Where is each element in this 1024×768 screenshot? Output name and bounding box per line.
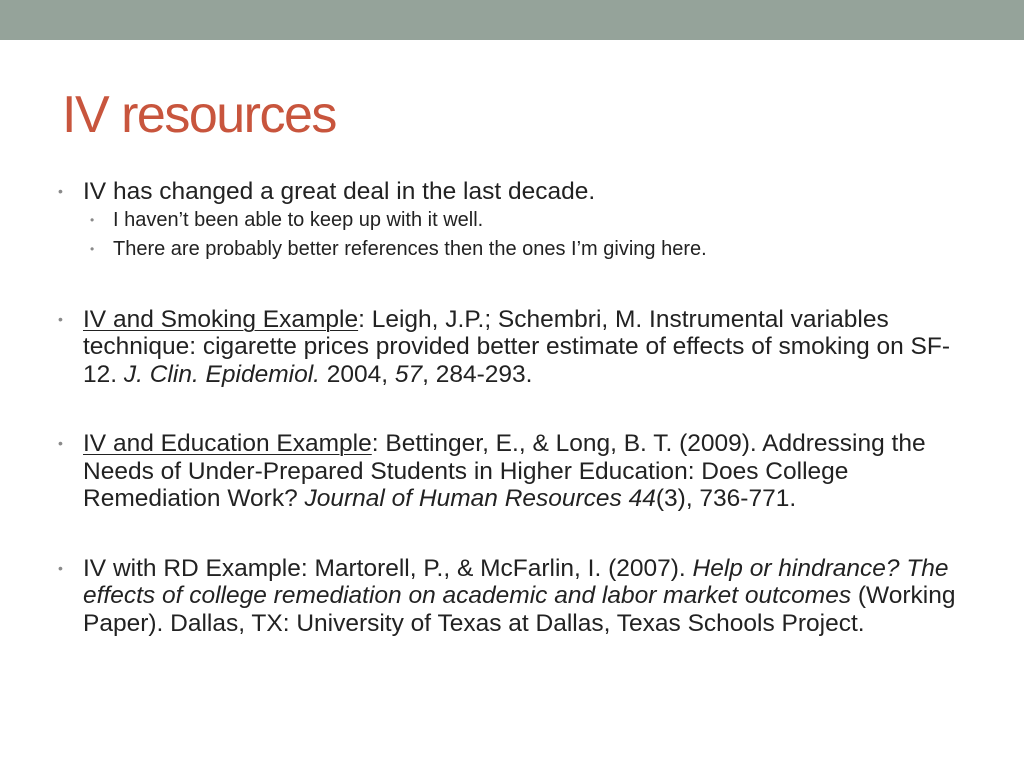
bullet-dot-icon: •	[58, 435, 63, 451]
sub-bullet-text: There are probably better references then the ones I’m giving here.	[113, 237, 707, 260]
bullet-item-rd-example	[58, 555, 978, 638]
bullet-item-smoking-example	[58, 306, 978, 389]
paper-title: Help or hindrance? The effects of college remediation on academic and labor market outcomes	[83, 554, 949, 609]
sub-bullet-item	[58, 206, 978, 235]
smoking-example-link[interactable]: IV and Smoking Example	[83, 305, 359, 333]
citation-text: : Leigh, J.P.; Schembri, M. Instrumental variables technique: cigarette prices provided better estimate of effects of smoking on SF-12.	[83, 305, 951, 388]
bullet-dot-icon: •	[58, 559, 63, 576]
sub-bullet-item	[58, 235, 978, 264]
citation-text: : Bettinger, E., & Long, B. T. (2009). Addressing the Needs of Under-Prepared Students in Higher Education: Does College Remediation Work?	[83, 430, 926, 512]
sub-bullet-text: I haven’t been able to keep up with it well.	[113, 208, 484, 231]
education-example-link[interactable]: IV and Education Example	[83, 430, 372, 457]
citation-text: , 284-293.	[422, 360, 533, 388]
bullet-item-iv-changed	[58, 178, 978, 206]
journal-name: Journal of Human Resources 44	[304, 485, 656, 512]
bullet-dot-icon: •	[90, 241, 95, 256]
top-accent-bar	[0, 0, 1024, 40]
bullet-text: IV has changed a great deal in the last decade.	[83, 178, 596, 205]
journal-name: J. Clin. Epidemiol.	[123, 360, 320, 388]
bullet-dot-icon: •	[90, 212, 95, 227]
citation-text: (3), 736-771.	[655, 485, 797, 512]
slide-title: IV resources	[62, 86, 336, 144]
slide-body	[58, 178, 978, 637]
citation-text: IV with RD Example: Martorell, P., & McFarlin, I. (2007).	[83, 554, 693, 582]
citation-text: 2004,	[319, 360, 395, 388]
bullet-dot-icon: •	[58, 310, 63, 327]
journal-volume: 57	[394, 360, 423, 388]
bullet-dot-icon: •	[58, 183, 63, 199]
bullet-item-education-example	[58, 430, 978, 513]
citation-text: (Working Paper). Dallas, TX: University of Texas at Dallas, Texas Schools Project.	[83, 582, 956, 637]
